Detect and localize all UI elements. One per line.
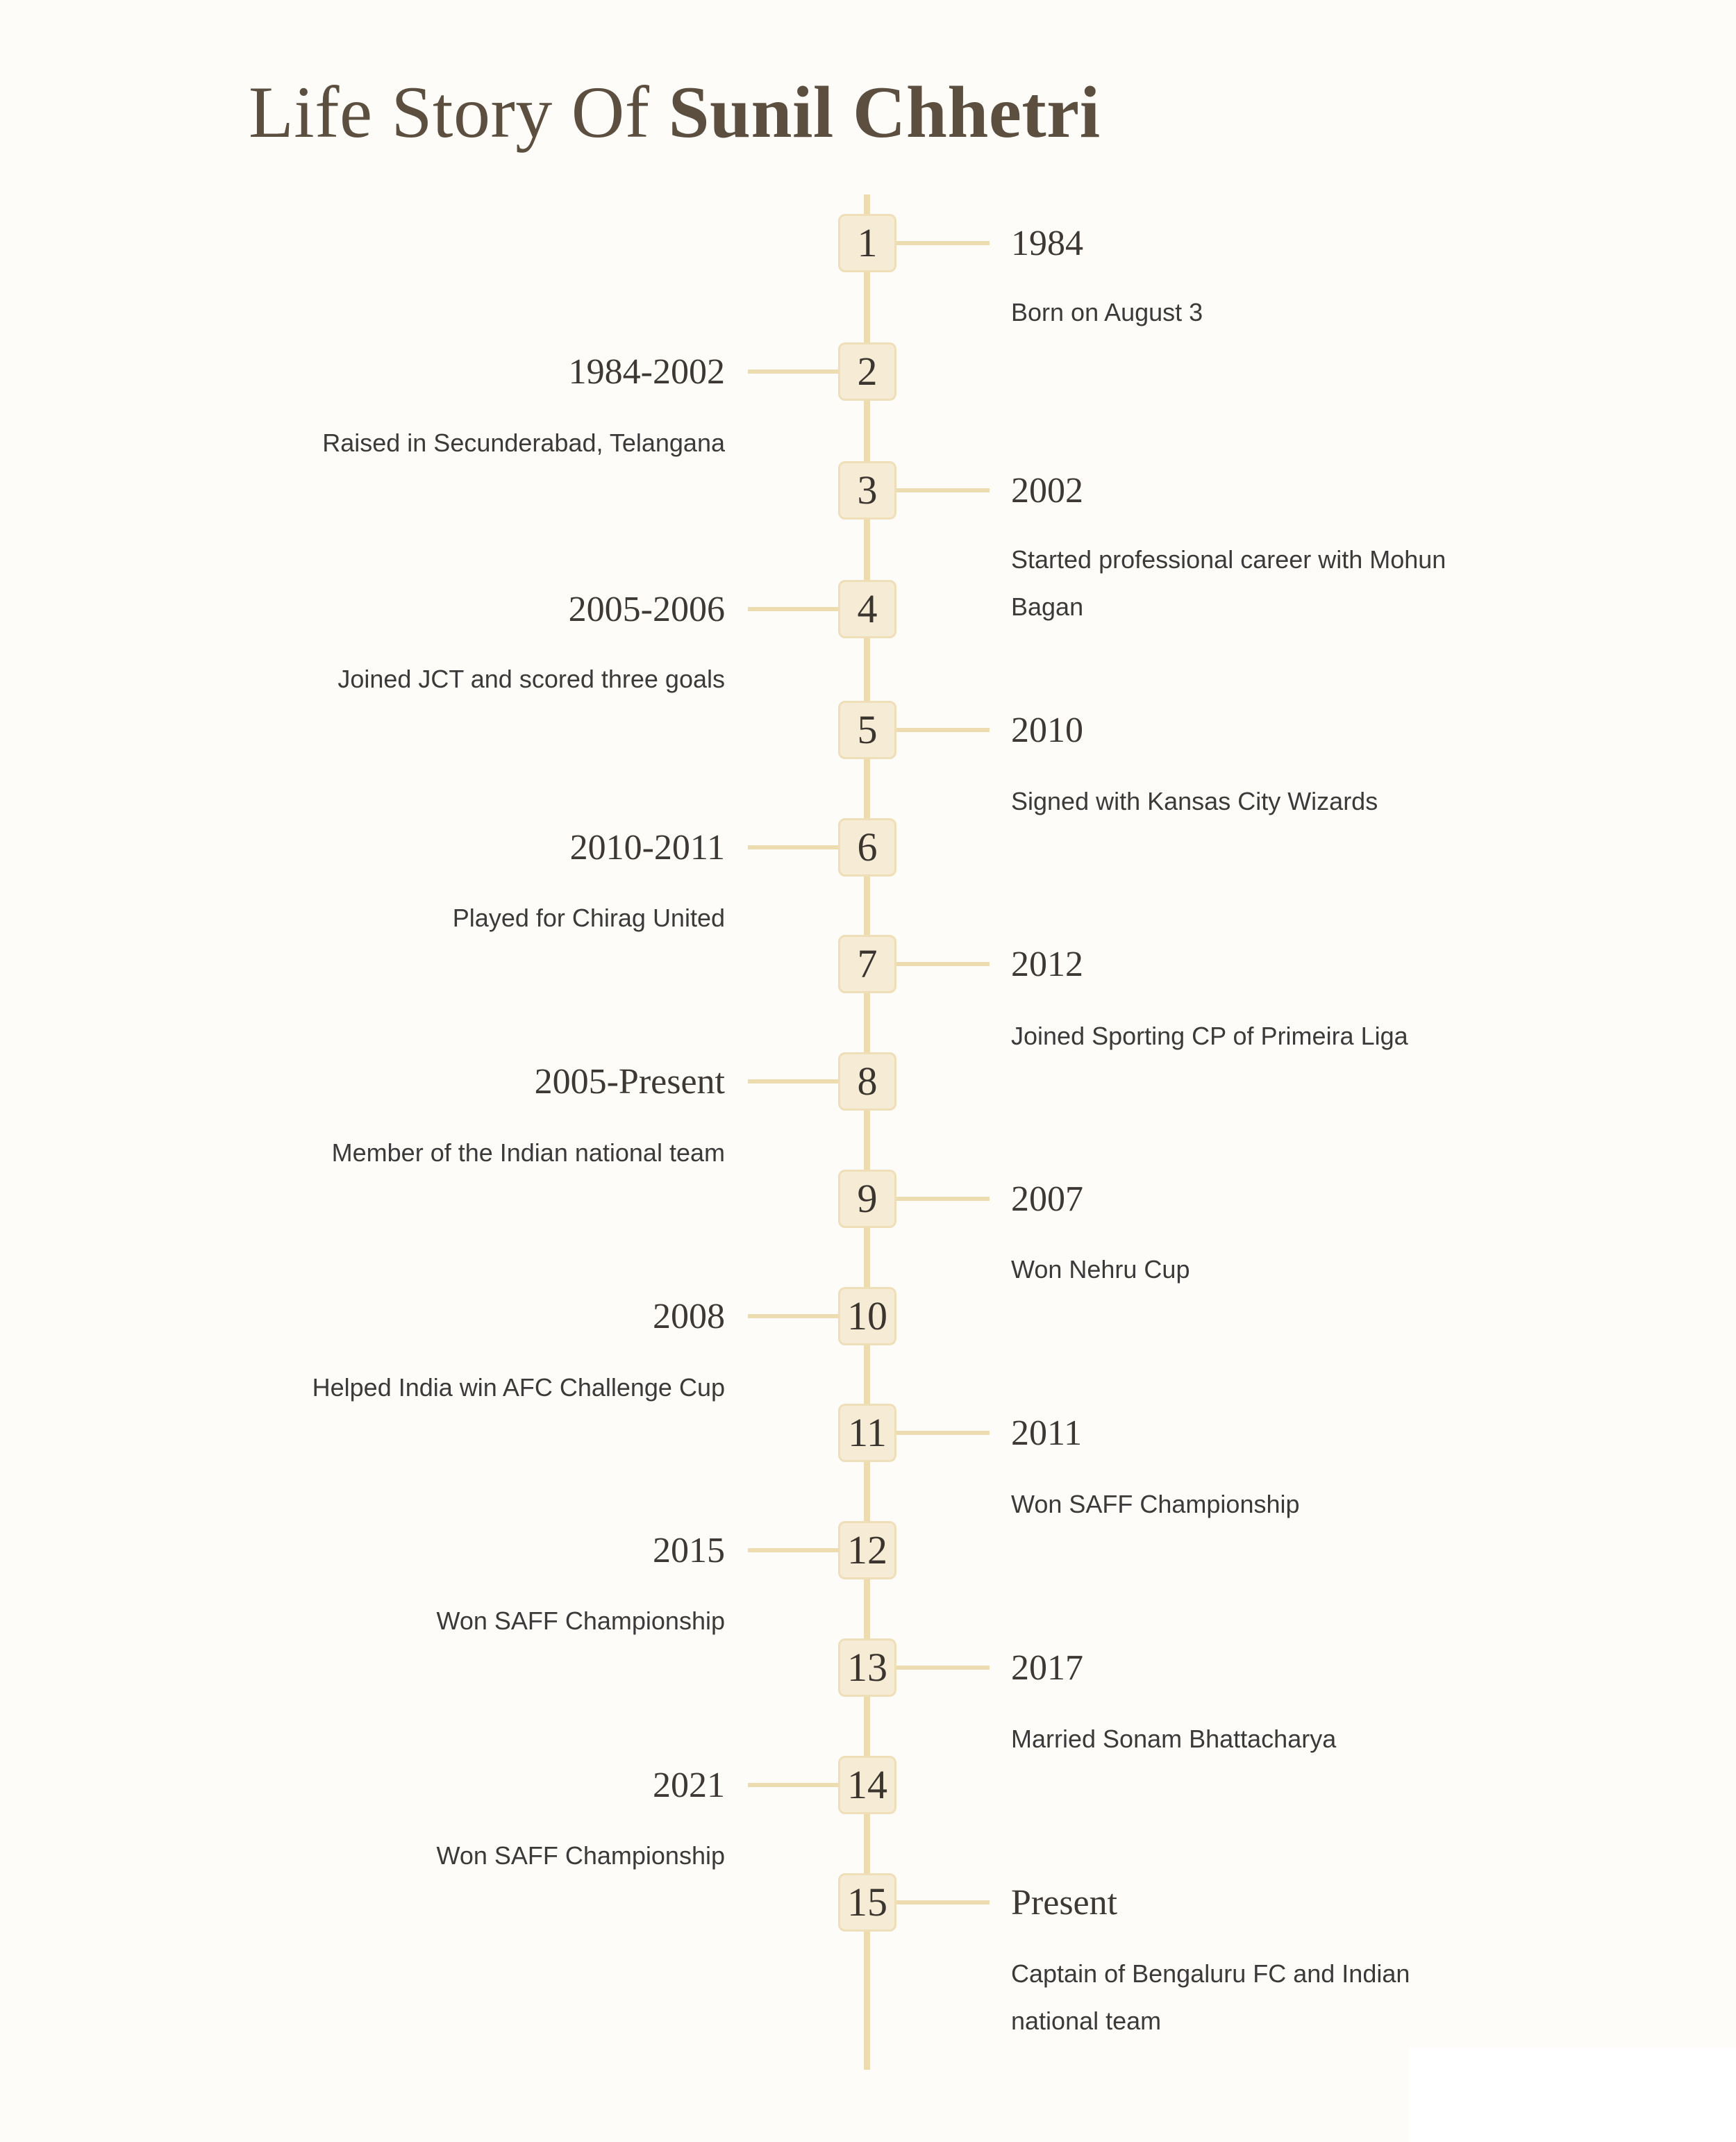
timeline-connector — [892, 241, 990, 245]
timeline-connector — [892, 1900, 990, 1904]
event-year: 2012 — [1011, 945, 1083, 984]
event-description: Won Nehru Cup — [1011, 1255, 1190, 1284]
event-description: Won SAFF Championship — [1011, 1490, 1300, 1518]
page-title — [249, 68, 1101, 156]
event-description: Joined JCT and scored three goals — [337, 665, 725, 693]
event-description: Joined Sporting CP of Primeira Liga — [1011, 1022, 1408, 1050]
event-year: 2007 — [1011, 1179, 1083, 1219]
event-year: 2015 — [653, 1531, 725, 1570]
timeline-connector — [748, 1079, 845, 1084]
event-number-box: 9 — [838, 1170, 896, 1228]
event-number-box: 3 — [838, 461, 896, 520]
title-prefix: Life Story Of — [249, 72, 650, 153]
event-description: Raised in Secunderabad, Telangana — [322, 429, 725, 457]
event-year: 2011 — [1011, 1413, 1083, 1453]
event-year: 1984 — [1011, 224, 1083, 263]
event-description: Born on August 3 — [1011, 298, 1203, 326]
event-description: Won SAFF Championship — [436, 1841, 725, 1870]
event-year: 2021 — [653, 1766, 725, 1805]
timeline-connector — [748, 607, 845, 611]
event-number-box: 4 — [838, 580, 896, 638]
event-description: Started professional career with Mohun Bagan — [1011, 545, 1446, 621]
event-number-box: 15 — [838, 1873, 896, 1932]
event-description: Signed with Kansas City Wizards — [1011, 787, 1378, 815]
timeline-connector — [892, 1666, 990, 1670]
event-description: Captain of Bengaluru FC and Indian national team — [1011, 1959, 1410, 2035]
event-number-box: 14 — [838, 1756, 896, 1814]
event-year: Present — [1011, 1883, 1118, 1923]
event-number-box: 10 — [838, 1287, 896, 1345]
timeline-connector — [748, 845, 845, 849]
timeline-connector — [892, 1197, 990, 1201]
event-number-box: 13 — [838, 1638, 896, 1697]
timeline-connector — [748, 1314, 845, 1318]
title-name: Sunil Chhetri — [668, 72, 1101, 153]
event-number-box: 7 — [838, 935, 896, 993]
event-year: 2010-2011 — [569, 828, 725, 867]
event-year: 1984-2002 — [568, 352, 725, 392]
event-number-box: 6 — [838, 818, 896, 877]
event-year: 2010 — [1011, 711, 1083, 750]
timeline-connector — [748, 370, 845, 374]
timeline-connector — [892, 962, 990, 966]
event-description: Played for Chirag United — [452, 904, 725, 932]
timeline-connector — [892, 728, 990, 732]
event-description: Helped India win AFC Challenge Cup — [312, 1373, 725, 1402]
timeline-connector — [892, 488, 990, 492]
event-description: Won SAFF Championship — [436, 1606, 725, 1635]
timeline-connector — [748, 1783, 845, 1787]
event-number-box: 11 — [838, 1404, 896, 1462]
event-year: 2005-2006 — [568, 590, 725, 629]
timeline-connector — [892, 1431, 990, 1435]
event-number-box: 2 — [838, 342, 896, 401]
event-year: 2002 — [1011, 471, 1083, 510]
timeline-connector — [748, 1548, 845, 1552]
event-number-box: 8 — [838, 1052, 896, 1111]
event-year: 2017 — [1011, 1648, 1083, 1688]
event-description: Member of the Indian national team — [331, 1138, 725, 1167]
event-number-box: 5 — [838, 701, 896, 759]
event-number-box: 1 — [838, 214, 896, 272]
event-year: 2005-Present — [534, 1062, 725, 1102]
event-description: Married Sonam Bhattacharya — [1011, 1725, 1337, 1753]
event-number-box: 12 — [838, 1521, 896, 1579]
event-year: 2008 — [653, 1297, 725, 1336]
